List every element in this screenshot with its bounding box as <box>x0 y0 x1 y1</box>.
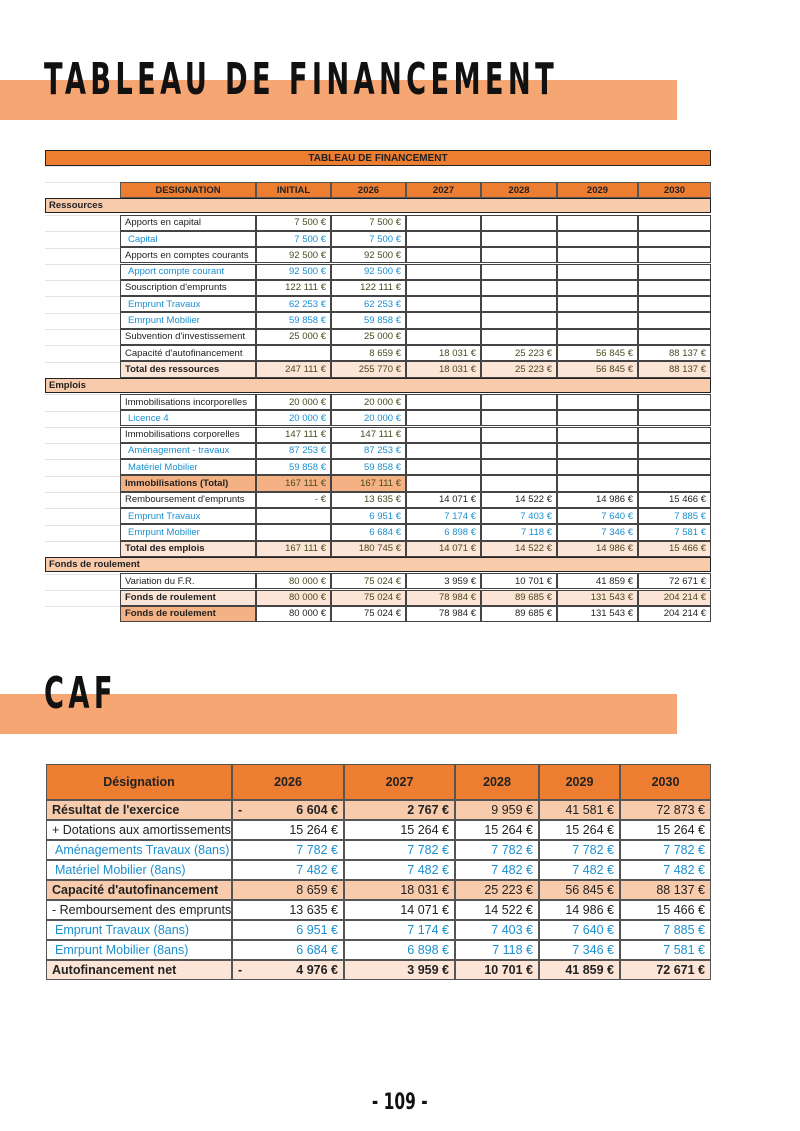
row-value: 7 782 € <box>539 840 620 860</box>
row-value <box>256 345 331 361</box>
row-value: 25 223 € <box>455 880 539 900</box>
row-value <box>406 475 481 491</box>
row-value: 15 466 € <box>638 492 711 508</box>
row-value: 92 500 € <box>256 247 331 263</box>
table-header <box>45 182 711 198</box>
table-row <box>45 329 711 345</box>
row-value: 72 671 € <box>620 960 711 980</box>
row-value: 7 640 € <box>539 920 620 940</box>
row-value <box>481 443 557 459</box>
row-value <box>406 231 481 247</box>
table-row <box>45 590 711 606</box>
row-value: 7 500 € <box>256 231 331 247</box>
row-value: 14 986 € <box>539 900 620 920</box>
row-label: Capacité d'autofinancement <box>46 880 232 900</box>
row-value <box>557 231 638 247</box>
row-value: 25 000 € <box>331 329 406 345</box>
row-value: 89 685 € <box>481 606 557 622</box>
table-row <box>46 900 711 920</box>
row-label: Licence 4 <box>120 410 256 426</box>
table-row <box>45 264 711 280</box>
table-row <box>45 312 711 328</box>
row-value: 3 959 € <box>344 960 455 980</box>
table-row <box>45 394 711 410</box>
row-label: Total des emplois <box>120 541 256 557</box>
row-value: 92 500 € <box>331 247 406 263</box>
column-header: DESIGNATION <box>120 182 256 198</box>
row-value <box>481 280 557 296</box>
row-value: 7 403 € <box>481 508 557 524</box>
row-value: 14 986 € <box>557 492 638 508</box>
row-value: 7 500 € <box>331 231 406 247</box>
row-value <box>638 215 711 231</box>
row-value: 88 137 € <box>620 880 711 900</box>
row-value: 7 482 € <box>344 860 455 880</box>
row-value <box>638 264 711 280</box>
row-value: 131 543 € <box>557 606 638 622</box>
row-value: 6 951 € <box>331 508 406 524</box>
row-value: 7 346 € <box>557 524 638 540</box>
row-label: Emprunt Travaux <box>120 508 256 524</box>
table-row <box>45 443 711 459</box>
row-value: 7 500 € <box>331 215 406 231</box>
row-value: 20 000 € <box>256 394 331 410</box>
row-value <box>557 247 638 263</box>
row-value: 15 264 € <box>344 820 455 840</box>
row-value: 72 873 € <box>620 800 711 820</box>
row-value: 7 174 € <box>406 508 481 524</box>
row-label: Remboursement d'emprunts <box>120 492 256 508</box>
row-value <box>406 410 481 426</box>
row-value <box>557 264 638 280</box>
row-value: 25 223 € <box>481 345 557 361</box>
row-value <box>557 296 638 312</box>
table-row <box>46 940 711 960</box>
table-row <box>45 606 711 622</box>
row-value: 180 745 € <box>331 541 406 557</box>
row-value: 56 845 € <box>539 880 620 900</box>
row-value: 7 885 € <box>638 508 711 524</box>
row-value: 7 118 € <box>481 524 557 540</box>
row-value: 10 701 € <box>481 573 557 589</box>
row-label: Variation du F.R. <box>120 573 256 589</box>
row-value <box>232 960 344 980</box>
row-value: 10 701 € <box>455 960 539 980</box>
row-value <box>406 329 481 345</box>
row-label: Matériel Mobilier (8ans) <box>46 860 232 880</box>
row-value: 88 137 € <box>638 345 711 361</box>
table-row <box>46 840 711 860</box>
row-value: 147 111 € <box>331 427 406 443</box>
negative-sign: - <box>238 803 243 817</box>
row-label: Emprunt Travaux <box>120 296 256 312</box>
row-value: 15 264 € <box>620 820 711 840</box>
row-value: 7 403 € <box>455 920 539 940</box>
row-value: 15 466 € <box>638 541 711 557</box>
row-value: 6 898 € <box>344 940 455 960</box>
row-value: 80 000 € <box>256 590 331 606</box>
row-value: 3 959 € <box>406 573 481 589</box>
table-row <box>45 427 711 443</box>
row-label: Aménagements Travaux (8ans) <box>46 840 232 860</box>
row-label: Fonds de roulement <box>120 606 256 622</box>
row-value: 59 858 € <box>331 312 406 328</box>
row-value: 14 071 € <box>344 900 455 920</box>
page-number: - 109 - <box>372 1090 428 1115</box>
column-header: 2030 <box>638 182 711 198</box>
row-label: Immobilisations incorporelles <box>120 394 256 410</box>
row-value <box>638 443 711 459</box>
column-header: Désignation <box>46 764 232 800</box>
row-value <box>481 231 557 247</box>
row-value: 18 031 € <box>344 880 455 900</box>
row-value: 59 858 € <box>331 459 406 475</box>
row-label: Emrpunt Mobilier <box>120 524 256 540</box>
row-label: Immobilisations (Total) <box>120 475 256 491</box>
table-row <box>45 361 711 377</box>
table-title: TABLEAU DE FINANCEMENT <box>45 150 711 166</box>
row-value: 72 671 € <box>638 573 711 589</box>
row-value: 62 253 € <box>331 296 406 312</box>
row-value <box>481 329 557 345</box>
row-label: + Dotations aux amortissements <box>46 820 232 840</box>
row-value <box>481 264 557 280</box>
row-value: 8 659 € <box>232 880 344 900</box>
row-label: Autofinancement net <box>46 960 232 980</box>
row-label: Emrpunt Mobilier <box>120 312 256 328</box>
row-value: 59 858 € <box>256 459 331 475</box>
row-value <box>406 394 481 410</box>
row-value: 87 253 € <box>256 443 331 459</box>
row-value: 87 253 € <box>331 443 406 459</box>
row-value <box>481 296 557 312</box>
row-value: 18 031 € <box>406 361 481 377</box>
row-label: Matériel Mobilier <box>120 459 256 475</box>
table-row <box>45 231 711 247</box>
row-value: 14 071 € <box>406 541 481 557</box>
table-row <box>45 541 711 557</box>
row-value <box>557 443 638 459</box>
row-value: 7 500 € <box>256 215 331 231</box>
table-row <box>46 860 711 880</box>
table-header <box>46 764 711 800</box>
row-value <box>481 427 557 443</box>
row-value: 6 684 € <box>331 524 406 540</box>
row-value: 20 000 € <box>256 410 331 426</box>
row-value: 122 111 € <box>331 280 406 296</box>
row-value <box>481 215 557 231</box>
row-value: 14 522 € <box>481 541 557 557</box>
row-value: 204 214 € <box>638 606 711 622</box>
row-value: 247 111 € <box>256 361 331 377</box>
row-value <box>256 508 331 524</box>
row-value: 80 000 € <box>256 573 331 589</box>
row-value: 7 346 € <box>539 940 620 960</box>
row-value <box>481 410 557 426</box>
row-label: Emprunt Travaux (8ans) <box>46 920 232 940</box>
row-value: 15 264 € <box>232 820 344 840</box>
row-label: Fonds de roulement <box>120 590 256 606</box>
row-value: 41 859 € <box>557 573 638 589</box>
row-value <box>557 427 638 443</box>
row-label: Résultat de l'exercice <box>46 800 232 820</box>
row-value: 15 466 € <box>620 900 711 920</box>
row-value: 15 264 € <box>539 820 620 840</box>
row-label: Souscription d'emprunts <box>120 280 256 296</box>
table-row <box>45 345 711 361</box>
row-value <box>406 427 481 443</box>
row-value <box>638 280 711 296</box>
row-value: - € <box>256 492 331 508</box>
section-ressources: Ressources <box>45 198 711 213</box>
row-value: 7 782 € <box>232 840 344 860</box>
row-value: 7 118 € <box>455 940 539 960</box>
row-value <box>256 524 331 540</box>
row-value: 18 031 € <box>406 345 481 361</box>
row-value: 14 071 € <box>406 492 481 508</box>
row-value <box>406 312 481 328</box>
column-header: 2026 <box>331 182 406 198</box>
negative-sign: - <box>238 963 243 977</box>
row-value: 7 482 € <box>620 860 711 880</box>
row-value: 167 111 € <box>256 475 331 491</box>
row-value <box>481 312 557 328</box>
row-value <box>638 329 711 345</box>
row-value <box>557 329 638 345</box>
row-value: 20 000 € <box>331 394 406 410</box>
row-value: 7 482 € <box>455 860 539 880</box>
row-value <box>638 394 711 410</box>
row-value: 20 000 € <box>331 410 406 426</box>
column-header: 2029 <box>539 764 620 800</box>
row-value <box>406 247 481 263</box>
caf-title: CAF <box>44 668 117 719</box>
table-row <box>45 247 711 263</box>
row-value: 167 111 € <box>256 541 331 557</box>
row-value: 7 782 € <box>344 840 455 860</box>
row-value: 7 885 € <box>620 920 711 940</box>
grid-line <box>45 166 120 167</box>
row-value <box>638 312 711 328</box>
column-header: 2030 <box>620 764 711 800</box>
column-header: 2029 <box>557 182 638 198</box>
row-value <box>638 427 711 443</box>
table-row <box>46 920 711 940</box>
row-value <box>406 443 481 459</box>
row-value <box>638 296 711 312</box>
row-value <box>481 394 557 410</box>
row-value <box>232 800 344 820</box>
column-header: 2027 <box>344 764 455 800</box>
row-value <box>557 410 638 426</box>
row-label: Capacité d'autofinancement <box>120 345 256 361</box>
row-value: 78 984 € <box>406 606 481 622</box>
row-value: 13 635 € <box>232 900 344 920</box>
row-label: Total des ressources <box>120 361 256 377</box>
row-value: 75 024 € <box>331 573 406 589</box>
row-value: 7 581 € <box>638 524 711 540</box>
row-value: 7 482 € <box>539 860 620 880</box>
row-value <box>406 296 481 312</box>
row-value <box>557 394 638 410</box>
row-value <box>406 264 481 280</box>
row-label: Capital <box>120 231 256 247</box>
row-value: 7 782 € <box>620 840 711 860</box>
row-value <box>481 247 557 263</box>
table-row <box>45 524 711 540</box>
table-row <box>46 820 711 840</box>
row-value <box>557 280 638 296</box>
table-row <box>46 800 711 820</box>
table-row <box>45 475 711 491</box>
row-value <box>638 231 711 247</box>
row-value: 14 522 € <box>455 900 539 920</box>
row-value: 78 984 € <box>406 590 481 606</box>
table-row <box>45 492 711 508</box>
row-value: 131 543 € <box>557 590 638 606</box>
table-row <box>45 410 711 426</box>
table-row <box>45 296 711 312</box>
row-value: 167 111 € <box>331 475 406 491</box>
row-value: 7 174 € <box>344 920 455 940</box>
row-label: Immobilisations corporelles <box>120 427 256 443</box>
row-value: 75 024 € <box>331 590 406 606</box>
row-value: 56 845 € <box>557 361 638 377</box>
row-value: 7 640 € <box>557 508 638 524</box>
column-header: INITIAL <box>256 182 331 198</box>
row-label: Apport compte courant <box>120 264 256 280</box>
table-row <box>46 960 711 980</box>
row-value: 88 137 € <box>638 361 711 377</box>
row-value: 7 581 € <box>620 940 711 960</box>
row-value: 147 111 € <box>256 427 331 443</box>
row-value: 6 898 € <box>406 524 481 540</box>
table-row <box>45 573 711 589</box>
table-row <box>45 459 711 475</box>
row-value: 122 111 € <box>256 280 331 296</box>
row-value: 15 264 € <box>455 820 539 840</box>
row-value: 9 959 € <box>455 800 539 820</box>
row-label: Aménagement - travaux <box>120 443 256 459</box>
row-label: Apports en comptes courants <box>120 247 256 263</box>
row-value: 25 223 € <box>481 361 557 377</box>
row-value: 59 858 € <box>256 312 331 328</box>
row-label: - Remboursement des emprunts <box>46 900 232 920</box>
table-row <box>45 215 711 231</box>
value-text: 4 976 € <box>296 963 338 977</box>
table-row <box>46 880 711 900</box>
section-fonds: Fonds de roulement <box>45 557 711 572</box>
row-value <box>638 410 711 426</box>
row-value <box>557 459 638 475</box>
row-value: 204 214 € <box>638 590 711 606</box>
row-value <box>557 312 638 328</box>
row-value <box>557 215 638 231</box>
column-header: 2027 <box>406 182 481 198</box>
row-value: 8 659 € <box>331 345 406 361</box>
row-value: 255 770 € <box>331 361 406 377</box>
row-value: 75 024 € <box>331 606 406 622</box>
row-label: Emrpunt Mobilier (8ans) <box>46 940 232 960</box>
table-row <box>45 280 711 296</box>
section-emplois: Emplois <box>45 378 711 393</box>
row-value: 89 685 € <box>481 590 557 606</box>
column-header: 2028 <box>455 764 539 800</box>
row-value <box>557 475 638 491</box>
row-value: 41 859 € <box>539 960 620 980</box>
column-header: 2028 <box>481 182 557 198</box>
row-value <box>406 215 481 231</box>
table-row <box>45 508 711 524</box>
row-value: 25 000 € <box>256 329 331 345</box>
row-value: 92 500 € <box>256 264 331 280</box>
row-value: 6 951 € <box>232 920 344 940</box>
row-value: 6 684 € <box>232 940 344 960</box>
row-value: 62 253 € <box>256 296 331 312</box>
row-value <box>638 475 711 491</box>
row-label: Apports en capital <box>120 215 256 231</box>
row-value: 7 782 € <box>455 840 539 860</box>
value-text: 6 604 € <box>296 803 338 817</box>
column-header: 2026 <box>232 764 344 800</box>
row-value: 41 581 € <box>539 800 620 820</box>
row-value: 56 845 € <box>557 345 638 361</box>
row-value: 14 986 € <box>557 541 638 557</box>
row-value: 14 522 € <box>481 492 557 508</box>
row-value: 92 500 € <box>331 264 406 280</box>
row-value <box>481 459 557 475</box>
row-value: 7 482 € <box>232 860 344 880</box>
row-value <box>481 475 557 491</box>
row-value: 13 635 € <box>331 492 406 508</box>
page-title: TABLEAU DE FINANCEMENT <box>44 54 559 105</box>
row-value: 80 000 € <box>256 606 331 622</box>
row-value <box>406 459 481 475</box>
row-value <box>406 280 481 296</box>
row-value: 2 767 € <box>344 800 455 820</box>
row-label: Subvention d'investissement <box>120 329 256 345</box>
row-value <box>638 459 711 475</box>
row-value <box>638 247 711 263</box>
